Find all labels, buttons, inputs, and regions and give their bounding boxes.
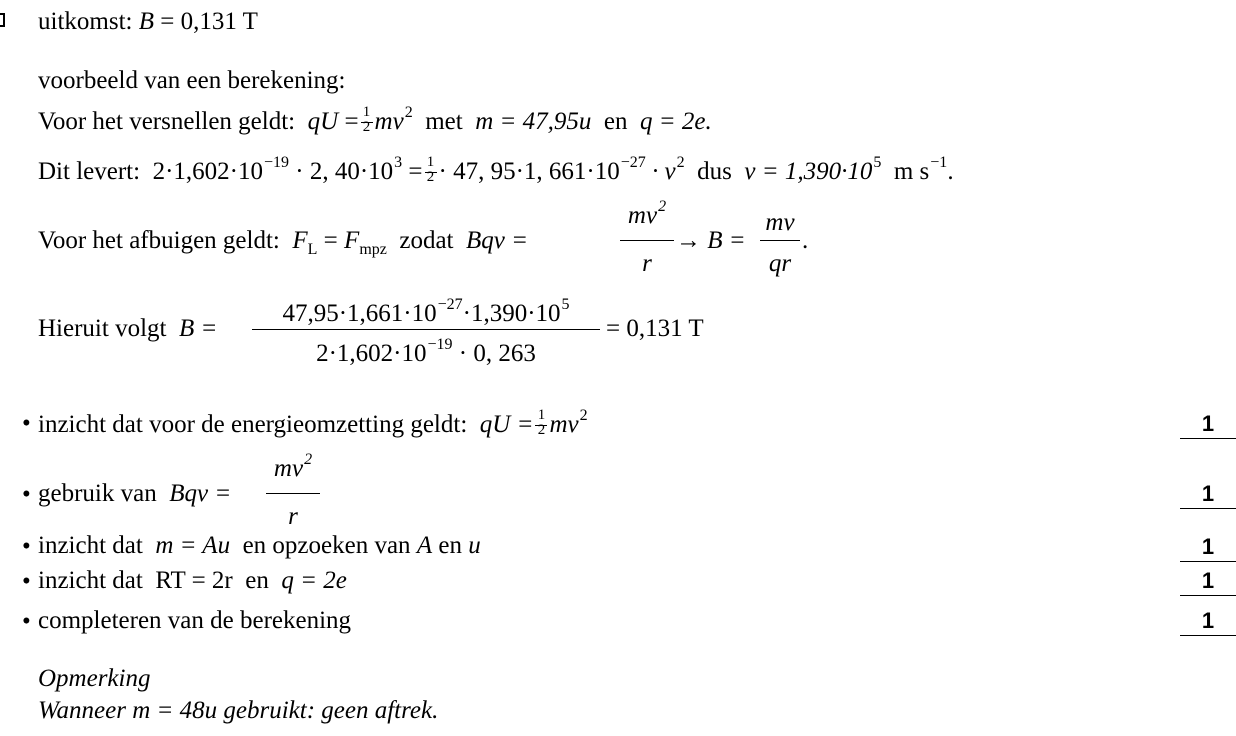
yield-line bbox=[38, 154, 954, 187]
criterion-2-num-exp: 2 bbox=[304, 451, 313, 468]
criterion-1-score: 1 bbox=[1180, 413, 1236, 439]
deflect-num2: mv bbox=[765, 209, 795, 236]
result-den-b: · 0, 263 bbox=[458, 340, 536, 367]
answer-value: = 0,131 T bbox=[160, 8, 258, 35]
deflect-num1-exp: 2 bbox=[658, 198, 667, 215]
criterion-1-rhs: mv bbox=[549, 411, 579, 438]
checkbox-corner bbox=[0, 13, 5, 27]
criterion-5-score: 1 bbox=[1180, 610, 1236, 636]
yield-e6: −1 bbox=[930, 154, 948, 171]
criterion-1-lhs: qU = bbox=[479, 411, 534, 438]
result-b: B = bbox=[178, 315, 218, 342]
criterion-3-formula: m = Au bbox=[155, 532, 231, 559]
deflect-fl-sub: L bbox=[307, 241, 318, 258]
yield-dus: dus bbox=[697, 158, 732, 185]
accel-intro: Voor het versnellen geldt: bbox=[38, 108, 296, 135]
result-fraction bbox=[252, 294, 600, 368]
result-num-e1: −27 bbox=[437, 296, 463, 313]
criterion-2 bbox=[38, 481, 231, 506]
criterion-2-fraction bbox=[266, 451, 320, 531]
result-line bbox=[38, 316, 217, 341]
criterion-3 bbox=[38, 533, 481, 558]
criterion-4-text: inzicht dat bbox=[38, 567, 143, 594]
yield-e4: 2 bbox=[676, 154, 685, 171]
criterion-bullet: • bbox=[22, 533, 31, 560]
result-den-a: 2·1,602·10 bbox=[316, 340, 427, 367]
criterion-bullet: • bbox=[22, 608, 31, 635]
result-value: = 0,131 T bbox=[606, 315, 704, 342]
accel-met: met bbox=[425, 108, 463, 135]
criterion-2-text: gebruik van bbox=[38, 480, 157, 507]
answer-line bbox=[38, 9, 258, 34]
accel-u: u bbox=[578, 108, 592, 135]
deflect-fm-sub: mpz bbox=[359, 241, 387, 258]
accel-line: Voor het versnellen geldt: qU = $\frac{1}{2}$ $mv^2$ met m = 47,95u en q = 2e. bbox=[38, 104, 712, 135]
answer-var: B bbox=[138, 8, 154, 35]
criterion-2-den: r bbox=[288, 503, 298, 530]
answer-label: uitkomst: bbox=[38, 8, 133, 35]
criterion-1-exp: 2 bbox=[579, 407, 588, 424]
yield-v-eq: v = 1,390·10 bbox=[744, 158, 873, 185]
criterion-3-a: A bbox=[416, 532, 433, 559]
half-fraction: $\frac{1}{2}$ bbox=[535, 410, 547, 440]
deflect-den2: qr bbox=[768, 250, 792, 277]
note-title: Opmerking bbox=[38, 665, 151, 692]
deflect-eq: = bbox=[323, 227, 338, 254]
deflect-line bbox=[38, 227, 528, 258]
deflect-fl: F bbox=[292, 227, 308, 254]
deflect-fraction-1 bbox=[620, 198, 674, 280]
yield-e5: 5 bbox=[873, 154, 882, 171]
deflect-num1: mv bbox=[627, 202, 658, 229]
accel-exp: 2 bbox=[404, 104, 413, 121]
deflect-bqv: Bqv = bbox=[466, 227, 528, 254]
accel-rhs: mv bbox=[374, 108, 404, 135]
result-den-e: −19 bbox=[427, 336, 453, 353]
deflect-arrow bbox=[676, 228, 746, 253]
result-num-b: ·1,390·10 bbox=[462, 300, 561, 327]
yield-e1: −19 bbox=[263, 154, 289, 171]
yield-e2: 3 bbox=[394, 154, 403, 171]
criterion-3-score: 1 bbox=[1180, 536, 1236, 562]
yield-intro: Dit levert: bbox=[38, 158, 141, 185]
criterion-4 bbox=[38, 568, 347, 593]
deflect-den1: r bbox=[642, 250, 652, 277]
criterion-bullet: • bbox=[22, 410, 31, 437]
criterion-1 bbox=[38, 407, 588, 440]
criterion-2-num: mv bbox=[273, 455, 304, 482]
yield-e3: −27 bbox=[620, 154, 646, 171]
yield-a: 2·1,602·10 bbox=[152, 158, 263, 185]
yield-unit: m s bbox=[893, 158, 930, 185]
criterion-1-text: inzicht dat voor de energieomzetting geldt: bbox=[38, 411, 468, 438]
result-num-a: 47,95·1,661·10 bbox=[282, 300, 437, 327]
example-heading: voorbeeld van een berekening: bbox=[38, 67, 346, 94]
result-intro: Hieruit volgt bbox=[38, 315, 167, 342]
accel-m: m = 47,95 bbox=[475, 108, 579, 135]
deflect-intro: Voor het afbuigen geldt: bbox=[38, 227, 280, 254]
yield-v: · v bbox=[652, 158, 676, 185]
half-fraction: $\frac{1}{2}$ bbox=[361, 107, 373, 137]
criterion-3-text: inzicht dat bbox=[38, 532, 143, 559]
note-text: Wanneer m = 48u gebruikt: geen aftrek. bbox=[38, 697, 439, 724]
yield-d: · 47, 95·1, 661·10 bbox=[438, 158, 620, 185]
criterion-3-en: en bbox=[438, 532, 462, 559]
criterion-bullet: • bbox=[22, 568, 31, 595]
deflect-zodat: zodat bbox=[399, 227, 454, 254]
criterion-4-score: 1 bbox=[1180, 570, 1236, 596]
yield-eq: = bbox=[408, 158, 423, 185]
criterion-4-q: q = 2e bbox=[281, 567, 347, 594]
criterion-2-score: 1 bbox=[1180, 483, 1236, 509]
criterion-3-rest: en opzoeken van bbox=[242, 532, 411, 559]
deflect-arrow-text: → B = bbox=[676, 227, 746, 254]
deflect-end: . bbox=[802, 227, 809, 254]
accel-lhs: qU bbox=[307, 108, 339, 135]
criterion-3-u: u bbox=[468, 532, 481, 559]
criterion-2-formula: Bqv = bbox=[169, 480, 232, 507]
yield-end: . bbox=[947, 158, 954, 185]
criterion-4-rt: RT = 2r bbox=[155, 567, 233, 594]
criterion-5: completeren van de berekening bbox=[38, 607, 352, 634]
accel-en: en bbox=[603, 108, 628, 135]
result-num-e2: 5 bbox=[561, 296, 570, 313]
deflect-fraction-2 bbox=[760, 202, 800, 280]
criterion-4-en: en bbox=[245, 567, 269, 594]
half-fraction: $\frac{1}{2}$ bbox=[425, 157, 437, 187]
deflect-fm: F bbox=[344, 227, 360, 254]
yield-b: · 2, 40·10 bbox=[295, 158, 394, 185]
criterion-bullet: • bbox=[22, 481, 31, 508]
accel-q: q = 2e. bbox=[640, 108, 712, 135]
